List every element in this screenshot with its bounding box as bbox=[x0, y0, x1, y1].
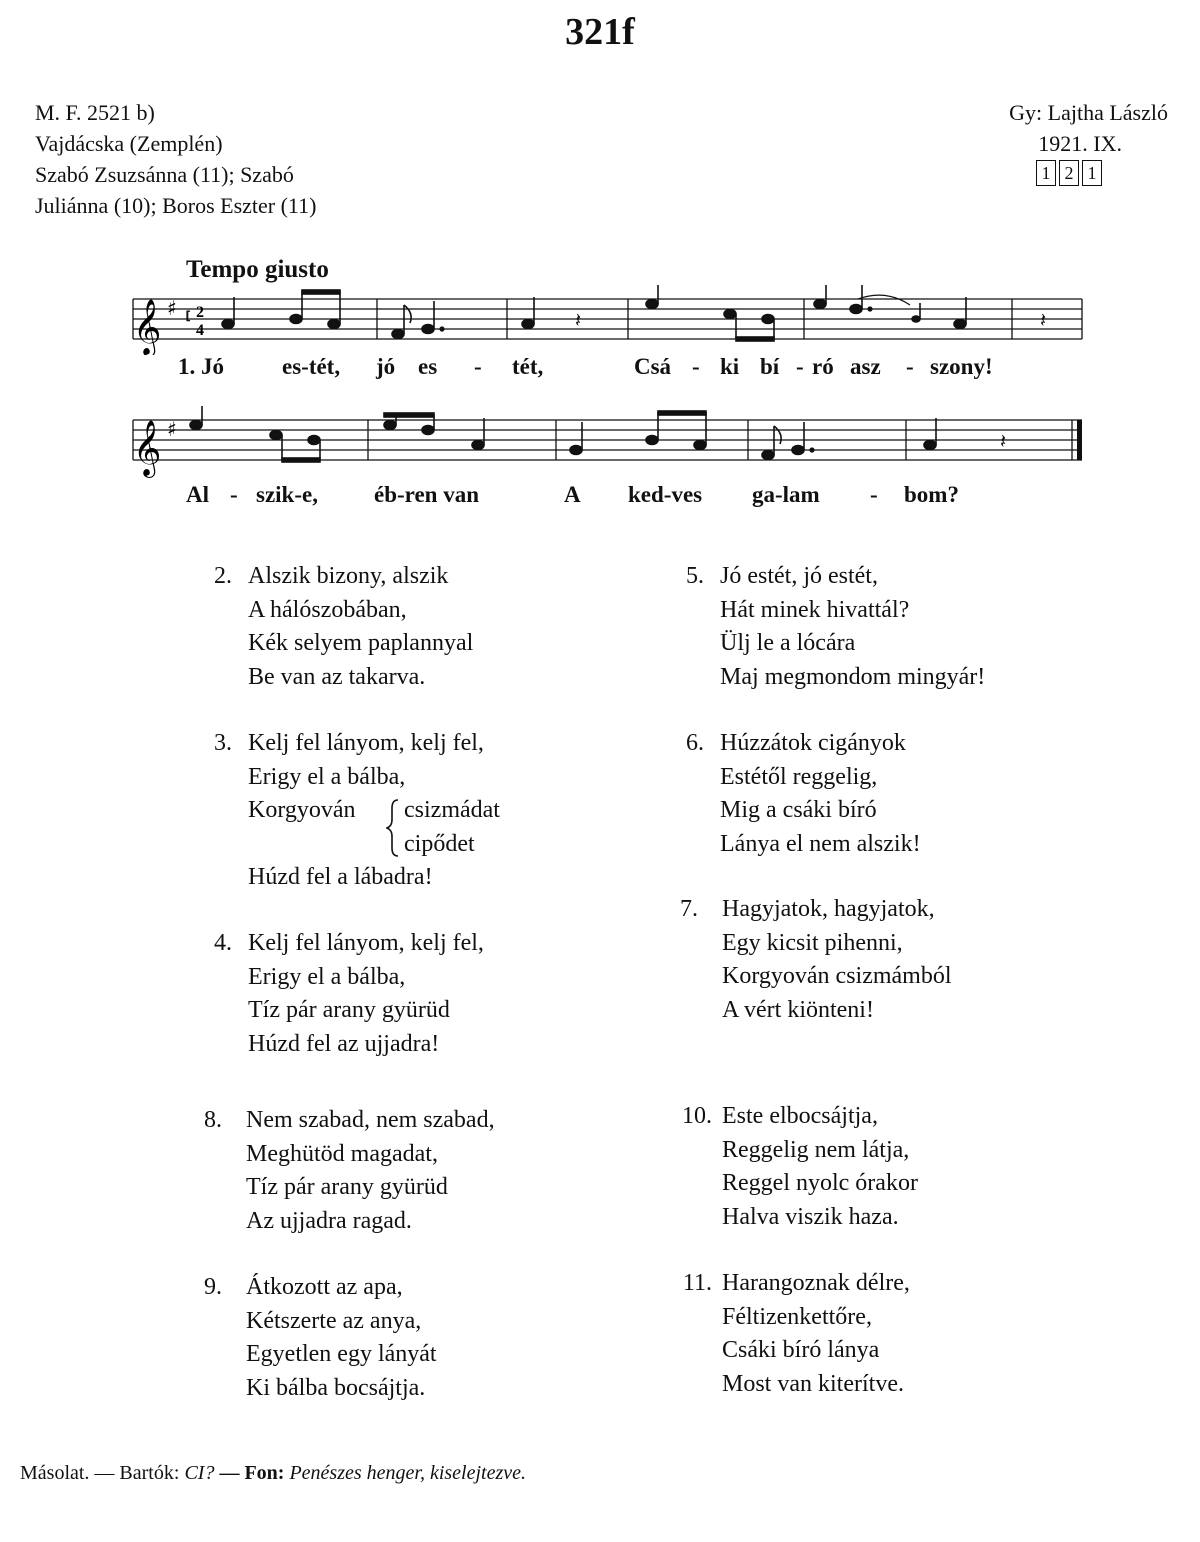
tempo-marking: Tempo giusto bbox=[186, 256, 329, 283]
stanza-line: Az ujjadra ragad. bbox=[246, 1207, 412, 1234]
stanza-line: Jó estét, jó estét, bbox=[720, 563, 878, 589]
collector: Gy: Lajtha László bbox=[1009, 100, 1168, 125]
stanza-line: A vért kiönteni! bbox=[722, 996, 874, 1023]
stanza-number: 3. bbox=[214, 730, 232, 756]
lyric: szony! bbox=[930, 354, 993, 379]
stanza-line: Halva viszik haza. bbox=[722, 1203, 899, 1230]
svg-text:[: [ bbox=[186, 308, 190, 322]
collector-info bbox=[1009, 97, 1168, 159]
form-box: 1 bbox=[1082, 160, 1102, 186]
stanza-line: A hálószobában, bbox=[248, 596, 407, 623]
footer-text: Penészes henger, kiselejtezve. bbox=[289, 1462, 527, 1484]
stanza-line: Kelj fel lányom, kelj fel, bbox=[248, 730, 484, 756]
brace-option: csizmádat bbox=[404, 797, 500, 823]
lyric: es bbox=[418, 354, 438, 379]
footer-note bbox=[20, 1462, 526, 1485]
stanza-number: 11. bbox=[682, 1270, 712, 1296]
svg-text:2: 2 bbox=[196, 304, 204, 321]
stanza-number: 4. bbox=[214, 930, 232, 956]
svg-text:♯: ♯ bbox=[167, 296, 177, 320]
stanza-line: Átkozott az apa, bbox=[246, 1274, 403, 1300]
stanza-line: Be van az takarva. bbox=[248, 663, 426, 690]
stanza-line: Erigy el a bálba, bbox=[248, 763, 406, 790]
music-staff-1 bbox=[0, 285, 1200, 355]
stanza-line: Kétszerte az anya, bbox=[246, 1307, 422, 1334]
form-boxes bbox=[1036, 160, 1102, 186]
lyric: Al bbox=[186, 482, 209, 507]
stanza-line: Korgyován bbox=[248, 797, 356, 823]
svg-text:𝄽: 𝄽 bbox=[1000, 429, 1007, 453]
lyric: - bbox=[692, 354, 700, 379]
lyric: bom? bbox=[904, 482, 959, 507]
svg-text:𝄽: 𝄽 bbox=[1040, 308, 1047, 332]
stanza-line: Harangoznak délre, bbox=[722, 1270, 910, 1296]
lyric: asz bbox=[850, 354, 881, 379]
singers-line-2: Juliánna (10); Boros Eszter (11) bbox=[35, 193, 317, 218]
stanza-line: Maj megmondom mingyár! bbox=[720, 663, 986, 690]
lyric: tét, bbox=[512, 354, 544, 379]
stanza-line: Reggelig nem látja, bbox=[722, 1136, 910, 1163]
svg-text:𝄽: 𝄽 bbox=[575, 308, 582, 332]
lyric: szik-e, bbox=[256, 482, 318, 507]
footer-text: Másolat. — Bartók: bbox=[20, 1462, 185, 1484]
source-info bbox=[35, 97, 316, 221]
lyric: éb-ren van bbox=[374, 482, 479, 507]
footer-text: CI? bbox=[184, 1462, 215, 1484]
lyric: - bbox=[796, 354, 804, 379]
brace-option: cipődet bbox=[404, 830, 475, 857]
stanza-number: 7. bbox=[680, 896, 698, 922]
stanza-line: Hát minek hivattál? bbox=[720, 596, 910, 623]
stanza-line: Kék selyem paplannyal bbox=[248, 630, 474, 656]
stanza-number: 5. bbox=[686, 563, 704, 589]
lyric: ró bbox=[812, 354, 834, 379]
lyric: ked-ves bbox=[628, 482, 703, 507]
stanza-line: Lánya el nem alszik! bbox=[720, 830, 921, 857]
lyric: 1. Jó bbox=[178, 354, 224, 379]
lyric: - bbox=[870, 482, 878, 507]
catalog-number: M. F. 2521 b) bbox=[35, 100, 155, 125]
stanza-line: Húzd fel az ujjadra! bbox=[248, 1030, 440, 1057]
stanza-line: Alszik bizony, alszik bbox=[248, 563, 449, 589]
lyric: Csá bbox=[634, 354, 672, 379]
lyric: bí bbox=[760, 354, 780, 379]
page-title: 321f bbox=[565, 11, 635, 53]
lyric: A bbox=[564, 482, 581, 507]
stanza-number: 10. bbox=[682, 1103, 712, 1129]
brace-icon bbox=[386, 798, 400, 858]
stanza-line: Ki bálba bocsájtja. bbox=[246, 1374, 426, 1401]
stanza-line: Korgyován csizmámból bbox=[722, 963, 952, 989]
lyric: - bbox=[906, 354, 914, 379]
svg-text:𝄞: 𝄞 bbox=[133, 420, 162, 476]
singers-line-1: Szabó Zsuzsánna (11); Szabó bbox=[35, 162, 294, 187]
stanza-line: Mig a csáki bíró bbox=[720, 797, 877, 823]
stanza-number: 8. bbox=[204, 1107, 222, 1133]
lyric: jó bbox=[376, 354, 396, 379]
svg-text:♯: ♯ bbox=[167, 417, 177, 441]
stanza-line: Erigy el a bálba, bbox=[248, 963, 406, 990]
stanza-line: Most van kiterítve. bbox=[722, 1370, 904, 1397]
svg-text:4: 4 bbox=[196, 322, 204, 339]
stanza-line: Egy kicsit pihenni, bbox=[722, 929, 903, 956]
stanza-line: Estétől reggelig, bbox=[720, 763, 878, 790]
stanza-line: Meghütöd magadat, bbox=[246, 1140, 438, 1167]
form-box: 2 bbox=[1059, 160, 1079, 186]
lyric: ki bbox=[720, 354, 740, 379]
lyric: ga-lam bbox=[752, 482, 820, 507]
stanza-line: Ülj le a lócára bbox=[720, 630, 856, 656]
stanza-line: Csáki bíró lánya bbox=[722, 1337, 880, 1363]
stanza-line: Tíz pár arany gyürüd bbox=[246, 1174, 448, 1200]
lyric: - bbox=[474, 354, 482, 379]
stanza-line: Féltizenkettőre, bbox=[722, 1303, 872, 1330]
footer-text: — Fon: bbox=[214, 1462, 290, 1484]
stanza-line: Reggel nyolc órakor bbox=[722, 1170, 918, 1196]
stanza-line: Nem szabad, nem szabad, bbox=[246, 1107, 495, 1133]
stanza-line: Tíz pár arany gyürüd bbox=[248, 997, 450, 1023]
stanza-line: Este elbocsájtja, bbox=[722, 1103, 878, 1129]
lyric: es-tét, bbox=[282, 354, 341, 379]
stanza-line: Kelj fel lányom, kelj fel, bbox=[248, 930, 484, 956]
music-staff-2 bbox=[0, 406, 1200, 486]
lyric: - bbox=[230, 482, 238, 507]
form-box: 1 bbox=[1036, 160, 1056, 186]
stanza-line: Húzd fel a lábadra! bbox=[248, 864, 433, 890]
stanza-number: 9. bbox=[204, 1274, 222, 1300]
location: Vajdácska (Zemplén) bbox=[35, 131, 223, 156]
stanza-number: 6. bbox=[686, 730, 704, 756]
stanza-line: Hagyjatok, hagyjatok, bbox=[722, 896, 935, 922]
date: 1921. IX. bbox=[1038, 131, 1122, 156]
stanza-number: 2. bbox=[214, 563, 232, 589]
stanza-line: Egyetlen egy lányát bbox=[246, 1341, 437, 1367]
svg-text:𝄞: 𝄞 bbox=[133, 299, 162, 355]
stanza-line: Húzzátok cigányok bbox=[720, 730, 906, 756]
